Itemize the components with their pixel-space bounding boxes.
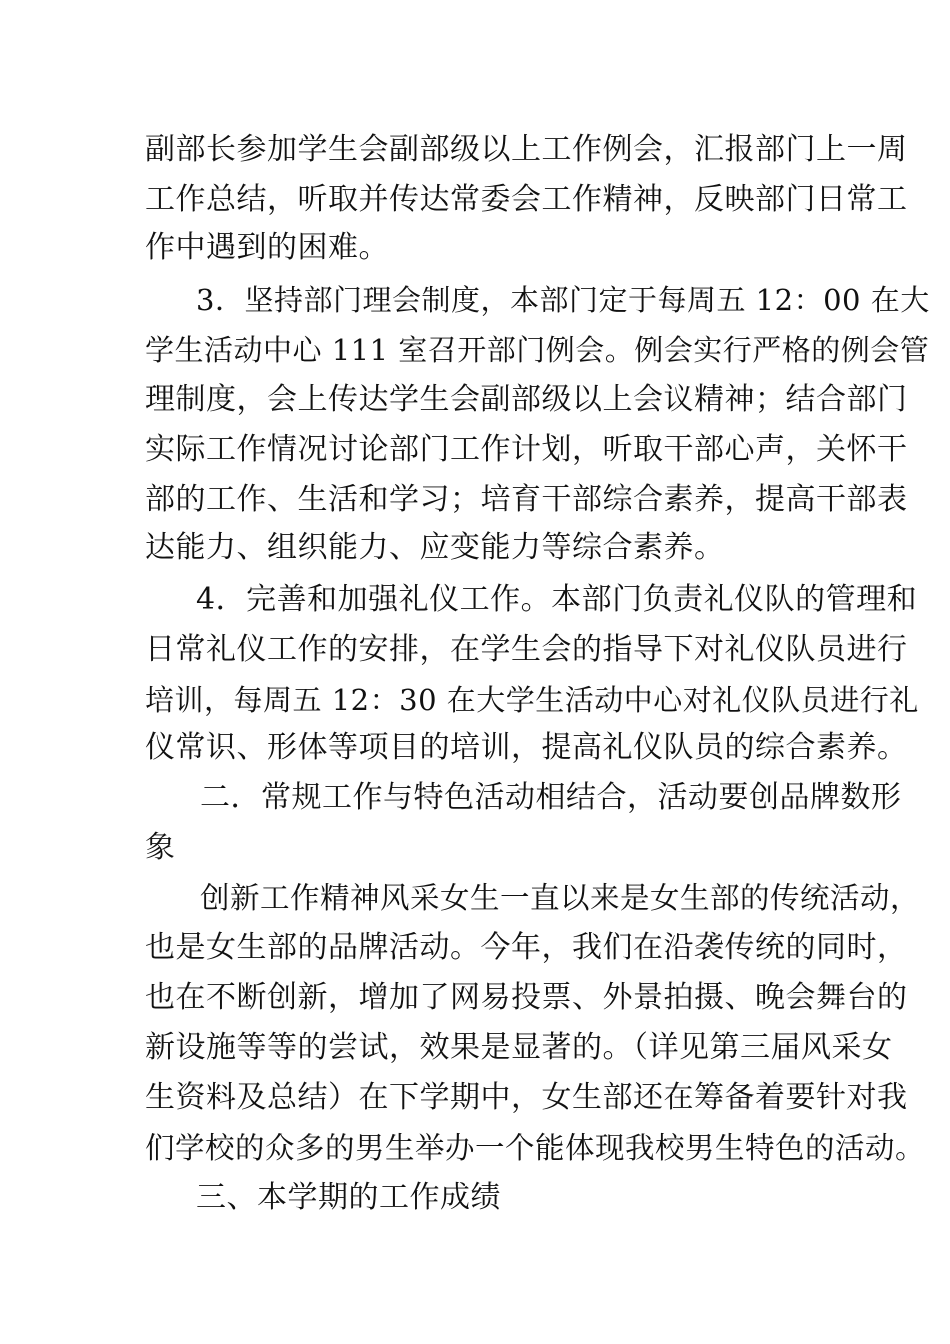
section-heading: 三、本学期的工作成绩 [196,1180,501,1215]
paragraph-line: 生资料及总结）在下学期中，女生部还在筹备着要针对我 [145,1080,908,1115]
paragraph-line: 创新工作精神风采女生一直以来是女生部的传统活动， [200,881,921,915]
paragraph-line: 日常礼仪工作的安排，在学生会的指导下对礼仪队员进行 [145,632,908,667]
paragraph-line: 实际工作情况讨论部门工作计划，听取干部心声，关怀干 [145,432,908,467]
paragraph-line: 理制度，会上传达学生会副部级以上会议精神；结合部门 [145,382,908,417]
paragraph-line: 培训，每周五 12：30 在大学生活动中心对礼仪队员进行礼 [145,683,919,717]
paragraph-line: 作中遇到的困难。 [145,230,389,265]
paragraph-line: 新设施等等的尝试，效果是显著的。（详见第三届风采女 [145,1030,893,1065]
paragraph-line: 4．完善和加强礼仪工作。本部门负责礼仪队的管理和 [196,582,918,617]
paragraph-line: 学生活动中心 111 室召开部门例会。例会实行严格的例会管 [145,333,930,367]
paragraph-line: 们学校的众多的男生举办一个能体现我校男生特色的活动。 [145,1131,926,1165]
paragraph-line: 部的工作、生活和学习；培育干部综合素养，提高干部表 [145,482,908,517]
paragraph-line: 仪常识、形体等项目的培训，提高礼仪队员的综合素养。 [145,730,908,765]
paragraph-line: 达能力、组织能力、应变能力等综合素养。 [145,530,725,565]
paragraph-line: 也在不断创新，增加了网易投票、外景拍摄、晚会舞台的 [145,980,908,1015]
section-heading: 二．常规工作与特色活动相结合，活动要创品牌数形 [200,780,902,815]
paragraph-line: 副部长参加学生会副部级以上工作例会，汇报部门上一周 [145,132,908,167]
paragraph-line: 工作总结，听取并传达常委会工作精神，反映部门日常工 [145,182,908,217]
paragraph-line: 3．坚持部门理会制度，本部门定于每周五 12：00 在大 [196,283,930,317]
paragraph-line: 也是女生部的品牌活动。今年，我们在沿袭传统的同时， [145,930,908,965]
section-heading-continued: 象 [145,830,176,865]
